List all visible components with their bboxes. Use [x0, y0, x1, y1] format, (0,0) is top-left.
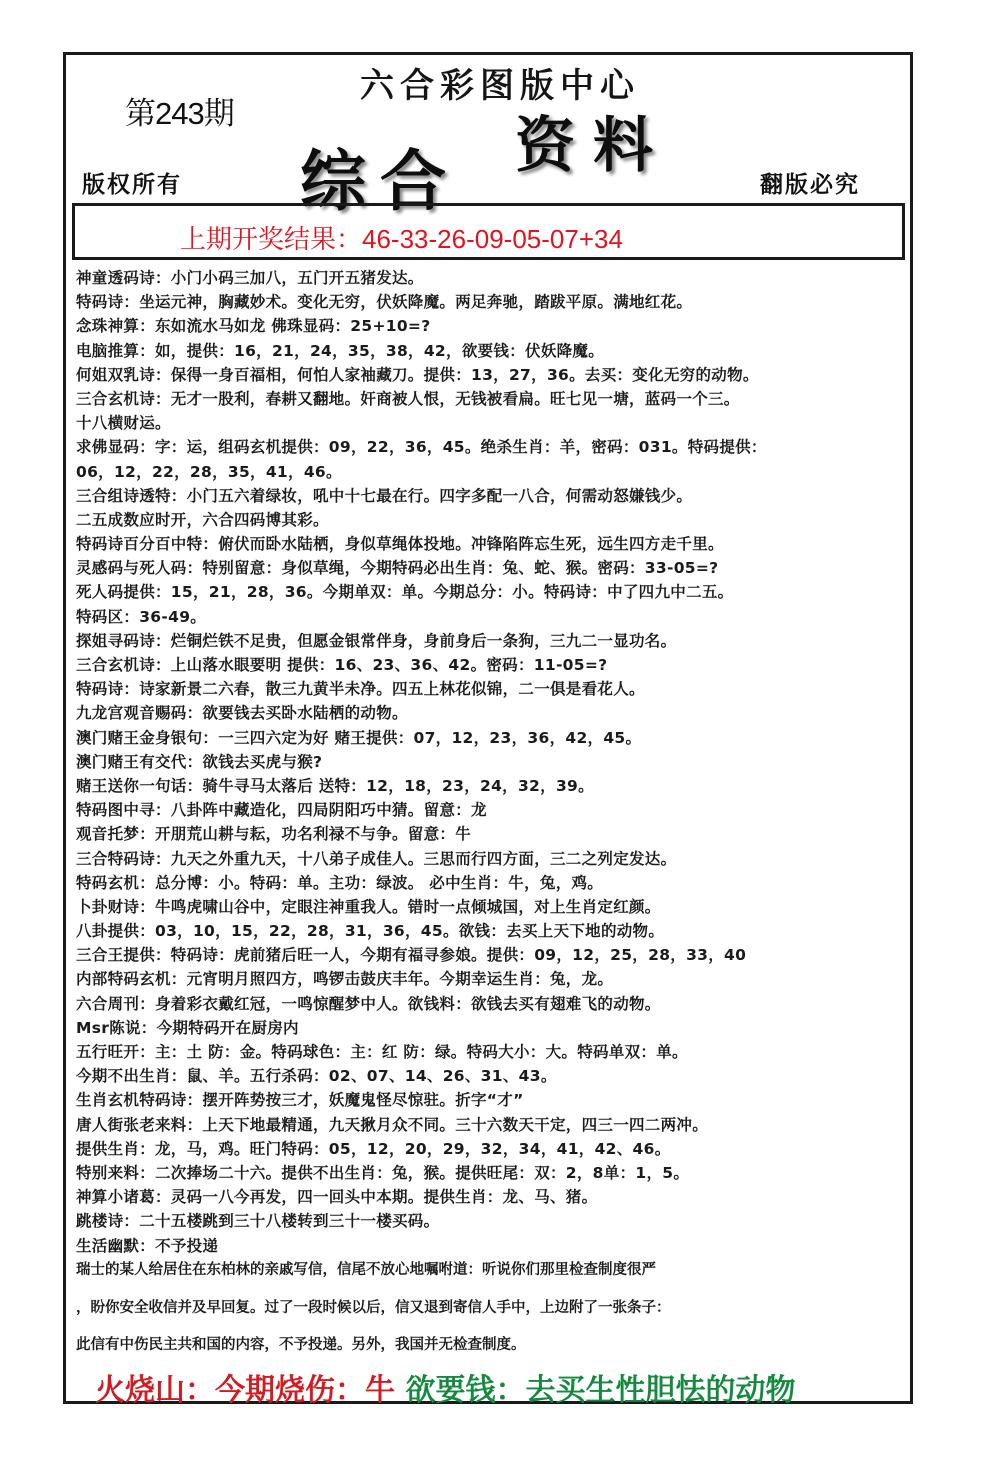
tip-line: 跳楼诗：二十五楼跳到三十八楼转到三十一楼买码。 — [76, 1212, 440, 1231]
tip-line: 今期不出生肖：鼠、羊。五行杀码：02、07、14、26、31、43。 — [76, 1067, 557, 1086]
tip-line: 念珠神算：东如流水马如龙 佛珠显码：25+10=? — [76, 317, 431, 336]
tip-line: 特码诗百分百中特：俯伏而卧水陆栖，身似草绳体投地。冲锋陷阵忘生死，远生四方走千里。 — [76, 535, 724, 554]
tip-line: 神童透码诗：小门小码三加八，五门开五猪发达。 — [76, 269, 424, 287]
tip-line: 内部特码玄机：元宵明月照四方，鸣锣击鼓庆丰年。今期幸运生肖：兔，龙。 — [76, 970, 614, 989]
tip-line: 求佛显码：字：运，组码玄机提供：09，22，36，45。绝杀生肖：羊，密码：031。特码提供： — [76, 438, 767, 457]
piracy-notice: 翻版必究 — [760, 171, 860, 198]
tip-line: Msr陈说：今期特码开在厨房内 — [76, 1018, 299, 1037]
tip-line: 提供生肖：龙，马，鸡。旺门特码：05，12，20，29，32，34，41，42、46。 — [76, 1139, 671, 1158]
tip-line: 九龙宫观音赐码：欲要钱去买卧水陆栖的动物。 — [76, 704, 408, 723]
main-title-part2: 资料 — [515, 111, 671, 181]
tip-line: 赌王送你一句话：骑牛寻马太落后 送特：12，18，23，24，32，39。 — [76, 776, 594, 795]
issue-number: 第243期 — [125, 96, 234, 131]
tip-line: 澳门赌王金身银句：一三四六定为好 赌王提供：07，12，23，36，42，45。 — [76, 728, 642, 747]
main-title-part1: 综合 — [300, 142, 460, 220]
tip-line: 生活幽默：不予投递 — [76, 1236, 219, 1255]
tip-line: 特别来料：二次捧场二十六。提供不出生肖：兔，猴。提供旺尾：双：2，8单：1，5。 — [76, 1163, 690, 1182]
tip-line: 三合王提供：特码诗：虎前猪后旺一人，今期有福寻参娘。提供：09，12，25，28，33，40 — [76, 946, 747, 965]
tip-line: 观音托梦：开朋荒山耕与耘，功名利禄不与争。留意：牛 — [76, 825, 472, 844]
tip-line: 何姐双乳诗：保得一身百福相，何怕人家袖藏刀。提供：13，27，36。去买：变化无穷的动物。 — [76, 365, 759, 384]
tip-line: 特码诗：坐运元神，胸藏妙术。变化无穷，伏妖降魔。两足奔驰，踏跋平原。满地红花。 — [76, 293, 693, 312]
tip-line: 生肖玄机特码诗：摆开阵势按三才，妖魔鬼怪尽惊驻。折字“才” — [76, 1091, 524, 1110]
previous-result-label: 上期开奖结果： — [180, 224, 363, 254]
tip-line: 八卦提供：03，10，15，22，28，31，36，45。欲钱：去买上天下地的动物。 — [76, 922, 665, 941]
tip-line: 三合玄机诗：无才一股利，春耕又翻地。奸商被人恨，无钱被看扁。旺七见一塘，蓝码一个三。 — [76, 389, 740, 408]
tip-line: 五行旺开：主：土 防：金。特码球色：主：红 防：绿。特码大小：大。特码单双：单。 — [76, 1043, 688, 1061]
tip-line: 三合玄机诗：上山落水眼要明 提供：16、23、36、42。密码：11-05=? — [76, 656, 608, 674]
story-line-3: 此信有中伤民主共和国的内容，不予投递。另外，我国并无检查制度。 — [76, 1337, 526, 1353]
tip-line: 十八横财运。 — [76, 414, 171, 433]
tips-list — [76, 266, 906, 1258]
tip-line: 特码图中寻：八卦阵中藏造化，四局阴阳巧中猜。留意：龙 — [76, 801, 487, 820]
story-line-1: 瑞士的某人给居住在东柏林的亲戚写信，信尾不放心地嘱咐道：听说你们那里检查制度很严 — [76, 1262, 656, 1278]
footer-green-text: 欲要钱：去买生性胆怯的动物 — [405, 1373, 796, 1408]
tip-line: 唐人街张老来料：上天下地最精通，九天揪月众不同。三十六数天干定，四三一四二两冲。 — [76, 1115, 709, 1134]
tip-line: 特码玄机：总分博：小。特码：单。主功：绿波。 必中生肖：牛，兔，鸡。 — [76, 873, 604, 892]
tip-line: 二五成数应时开，六合四码博其彩。 — [76, 510, 329, 529]
tip-line: 六合周刊：身着彩衣戴红冠，一鸣惊醒梦中人。欲钱料：欲钱去买有翅难飞的动物。 — [76, 994, 661, 1013]
tip-line: 探姐寻码诗：烂铜烂铁不足贵，但愿金银常伴身，身前身后一条狗，三九二一显功名。 — [76, 631, 677, 650]
footer-banner — [95, 1365, 795, 1409]
tip-line: 电脑推算：如，提供：16，21，24，35，38，42，欲要钱：伏妖降魔。 — [76, 341, 605, 360]
tip-line: 06，12，22，28，35，41，46。 — [76, 462, 342, 481]
tip-line: 卜卦财诗：牛鸣虎啸山谷中，定眼注神重我人。错时一点倾城国，对上生肖定红颜。 — [76, 897, 661, 916]
tip-line: 三合组诗透特：小门五六着绿妆，吼中十七最在行。四字多配一八合，何需动怒嫌钱少。 — [76, 486, 693, 505]
publisher-title: 六合彩图版中心 — [360, 66, 640, 106]
tip-line: 特码诗：诗家新景二六春，散三九黄半未净。四五上林花似锦，二一俱是看花人。 — [76, 680, 645, 699]
tip-line: 澳门赌王有交代：欲钱去买虎与猴? — [76, 752, 323, 771]
previous-result-numbers: 46-33-26-09-05-07+34 — [362, 224, 623, 254]
tip-line: 死人码提供：15，21，28，36。今期单双：单。今期总分：小。特码诗：中了四九中二五。 — [76, 583, 734, 602]
previous-result — [180, 219, 623, 256]
tip-line: 神算小诸葛：灵码一八今再发，四一回头中本期。提供生肖：龙、马、猪。 — [76, 1188, 598, 1207]
tip-line: 特码区：36-49。 — [76, 607, 207, 626]
story-line-2: ，盼你安全收信并及早回复。过了一段时候以后，信又退到寄信人手中，上边附了一张条子： — [76, 1300, 671, 1316]
footer-red-text: 火烧山：今期烧伤：牛 — [95, 1373, 395, 1408]
tip-line: 灵感码与死人码：特别留意：身似草绳，今期特码必出生肖：兔、蛇、猴。密码：33-05=? — [76, 559, 719, 578]
copyright-notice: 版权所有 — [82, 171, 182, 198]
tip-line: 三合特码诗：九天之外重九天，十八弟子成佳人。三思而行四方面，三二之列定发达。 — [76, 849, 677, 868]
previous-result-box — [72, 203, 905, 260]
